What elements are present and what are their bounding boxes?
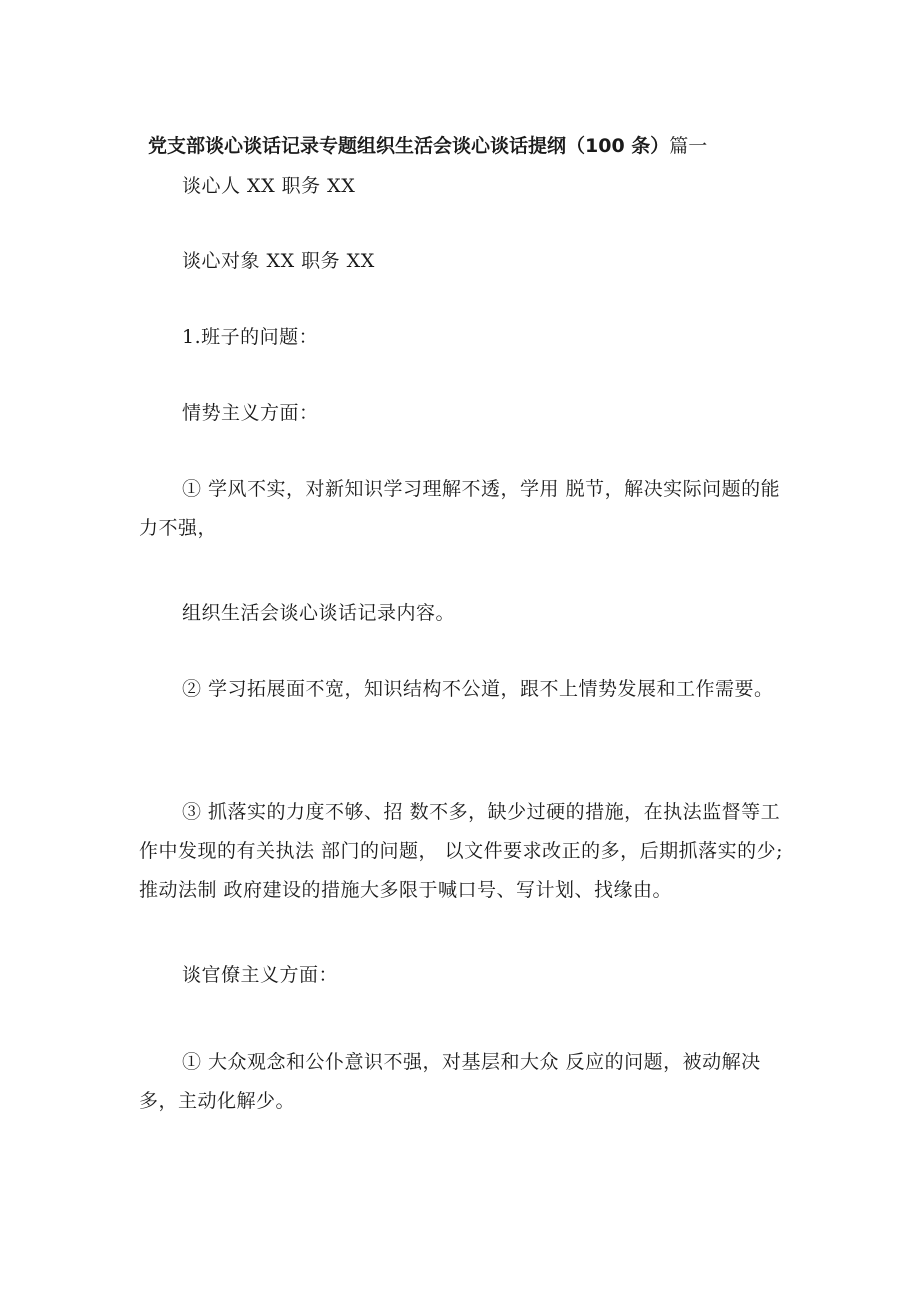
document-title [148,133,788,159]
note-line: 组织生活会谈心谈话记录内容。 [182,602,456,624]
target-line: 谈心对象 XX 职务 XX [182,250,375,272]
section-heading-leadership: 1.班子的问题： [182,326,319,348]
formalism-item-1: ① 学风不实，对新知识学习理解不透，学用 脱节，解决实际问题的能力不强， [139,478,781,539]
section-heading-formalism: 情势主义方面： [182,402,319,424]
bureaucracy-item-1: ① 大众观念和公仆意识不强，对基层和大众 反应的问题，被动解决多，主动化解少。 [139,1051,761,1112]
speaker-line: 谈心人 XX 职务 XX [182,175,356,197]
section-heading-bureaucracy: 谈官僚主义方面： [182,964,339,986]
formalism-item-2: ② 学习拓展面不宽，知识结构不公道，跟不上情势发展和工作需要。 [182,678,774,700]
title-main: 党支部谈心谈话记录专题组织生活会谈心谈话提纲（100 条） [148,135,670,157]
formalism-item-3: ③ 抓落实的力度不够、招 数不多，缺少过硬的措施，在执法监督等工作中发现的有关执法 部门的问题， 以文件要求改正的多，后期抓落实的少;推动法制 政府建设的措施大多限于喊口号、写计划、找缘由。 [139,801,783,901]
title-tail: 篇一 [669,135,708,157]
